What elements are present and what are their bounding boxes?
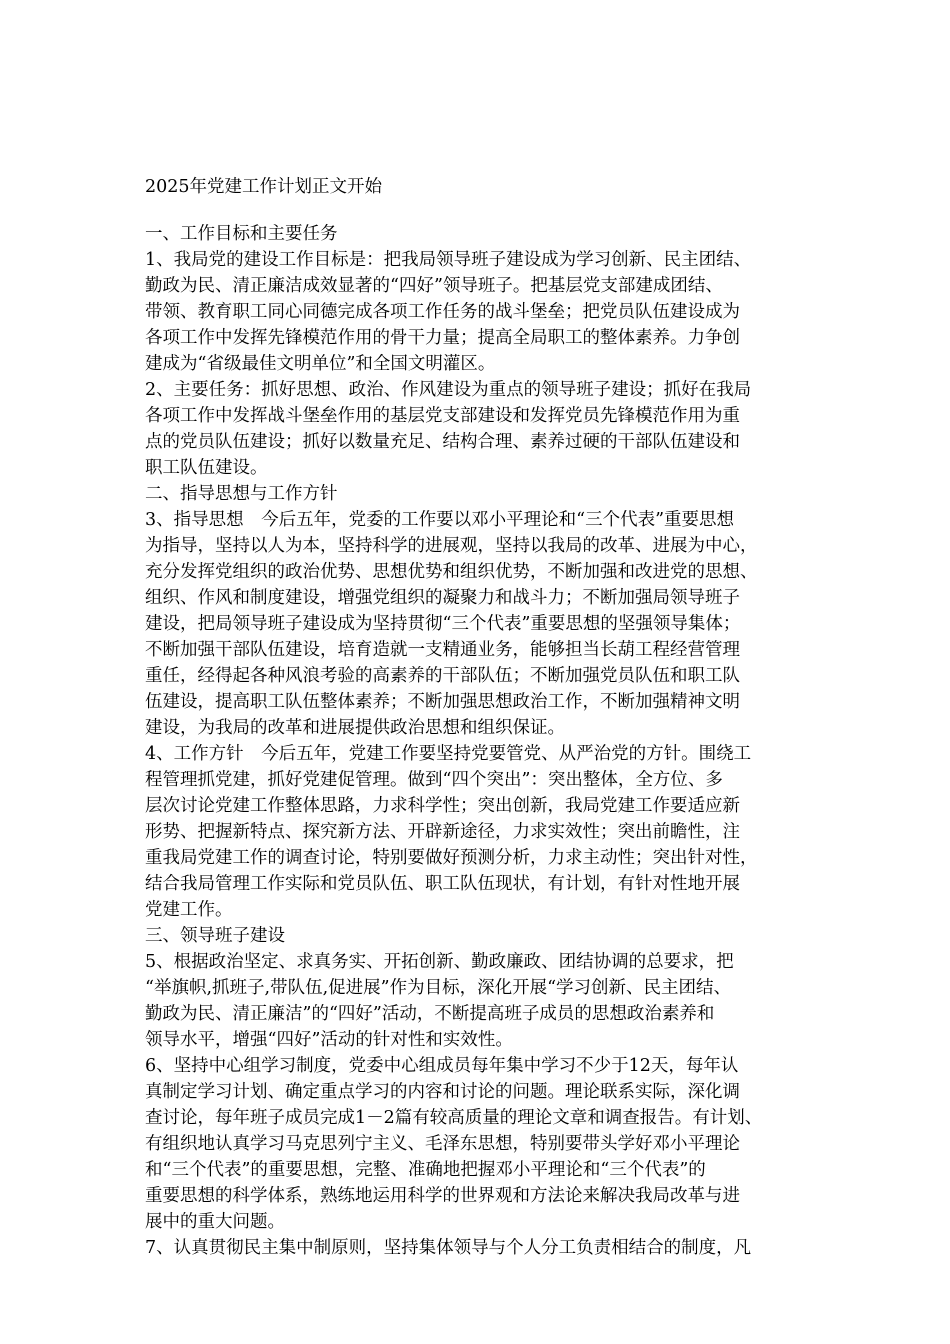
heading-2: 二、指导思想与工作方针 (145, 484, 338, 504)
paragraph-line: 真制定学习计划、确定重点学习的内容和讨论的问题。理论联系实际，深化调 (145, 1082, 740, 1102)
paragraph-line: 4、工作方针 今后五年，党建工作要坚持党要管党、从严治党的方针。围绕工 (145, 744, 752, 764)
paragraph-line: 组织、作风和制度建设，增强党组织的凝聚力和战斗力；不断加强局领导班子 (145, 588, 740, 608)
paragraph-line: 7、认真贯彻民主集中制原则，坚持集体领导与个人分工负责相结合的制度，凡 (145, 1238, 752, 1258)
paragraph-line: 建设，为我局的改革和进展提供政治思想和组织保证。 (145, 718, 565, 738)
paragraph-line: 点的党员队伍建设；抓好以数量充足、结构合理、素养过硬的干部队伍建设和 (145, 432, 740, 452)
paragraph-line: 勤政为民、清正廉洁”的“四好”活动，不断提高班子成员的思想政治素养和 (145, 1004, 715, 1024)
paragraph-line: 重要思想的科学体系，熟练地运用科学的世界观和方法论来解决我局改革与进 (145, 1186, 740, 1206)
paragraph-line: 职工队伍建设。 (145, 458, 268, 478)
paragraph-line: 1、我局党的建设工作目标是：把我局领导班子建设成为学习创新、民主团结、 (145, 250, 752, 270)
paragraph-line: 有组织地认真学习马克思列宁主义、毛泽东思想，特别要带头学好邓小平理论 (145, 1134, 740, 1154)
paragraph-line: 为指导，坚持以人为本，坚持科学的进展观，坚持以我局的改革、进展为中心， (145, 536, 758, 556)
document-body (145, 221, 810, 1261)
paragraph-line: 建设，把局领导班子建设成为坚持贯彻“三个代表”重要思想的坚强领导集体； (145, 614, 741, 634)
heading-3: 三、领导班子建设 (145, 926, 285, 946)
paragraph-line: 层次讨论党建工作整体思路，力求科学性；突出创新，我局党建工作要适应新 (145, 796, 740, 816)
paragraph-line: 重我局党建工作的调查讨论，特别要做好预测分析，力求主动性；突出针对性， (145, 848, 758, 868)
paragraph-line: 带领、教育职工同心同德完成各项工作任务的战斗堡垒；把党员队伍建设成为 (145, 302, 740, 322)
paragraph-line: 5、根据政治坚定、求真务实、开拓创新、勤政廉政、团结协调的总要求，把 (145, 952, 734, 972)
document-title: 2025年党建工作计划正文开始 (145, 177, 383, 197)
paragraph-line: 各项工作中发挥战斗堡垒作用的基层党支部建设和发挥党员先锋模范作用为重 (145, 406, 740, 426)
paragraph-line: 展中的重大问题。 (145, 1212, 285, 1232)
heading-1: 一、工作目标和主要任务 (145, 224, 338, 244)
paragraph-line: 查讨论，每年班子成员完成1－2篇有较高质量的理论文章和调查报告。有计划、 (145, 1108, 763, 1128)
paragraph-line: 形势、把握新特点、探究新方法、开辟新途径，力求实效性；突出前瞻性，注 (145, 822, 740, 842)
paragraph-line: 结合我局管理工作实际和党员队伍、职工队伍现状，有计划，有针对性地开展 (145, 874, 740, 894)
paragraph-line: 2、主要任务：抓好思想、政治、作风建设为重点的领导班子建设；抓好在我局 (145, 380, 752, 400)
paragraph-line: 3、指导思想 今后五年，党委的工作要以邓小平理论和“三个代表”重要思想 (145, 510, 735, 530)
paragraph-line: 重任，经得起各种风浪考验的高素养的干部队伍；不断加强党员队伍和职工队 (145, 666, 740, 686)
paragraph-line: 伍建设，提高职工队伍整体素养；不断加强思想政治工作，不断加强精神文明 (145, 692, 740, 712)
paragraph-line: 不断加强干部队伍建设，培育造就一支精通业务，能够担当长葫工程经营管理 (145, 640, 740, 660)
paragraph-line: 党建工作。 (145, 900, 233, 920)
paragraph-line: “举旗帜,抓班子,带队伍,促进展”作为目标，深化开展“学习创新、民主团结、 (145, 978, 732, 998)
paragraph-line: 勤政为民、清正廉洁成效显著的“四好”领导班子。把基层党支部建成团结、 (145, 276, 723, 296)
paragraph-line: 建成为“省级最佳文明单位”和全国文明灌区。 (145, 354, 496, 374)
paragraph-line: 充分发挥党组织的政治优势、思想优势和组织优势，不断加强和改进党的思想、 (145, 562, 758, 582)
paragraph-line: 6、坚持中心组学习制度，党委中心组成员每年集中学习不少于12天，每年认 (145, 1056, 739, 1076)
paragraph-line: 领导水平，增强“四好”活动的针对性和实效性。 (145, 1030, 513, 1050)
paragraph-line: 各项工作中发挥先锋模范作用的骨干力量；提高全局职工的整体素养。力争创 (145, 328, 740, 348)
paragraph-line: 程管理抓党建，抓好党建促管理。做到“四个突出”：突出整体，全方位、多 (145, 770, 723, 790)
paragraph-line: 和“三个代表”的重要思想，完整、准确地把握邓小平理论和“三个代表”的 (145, 1160, 706, 1180)
